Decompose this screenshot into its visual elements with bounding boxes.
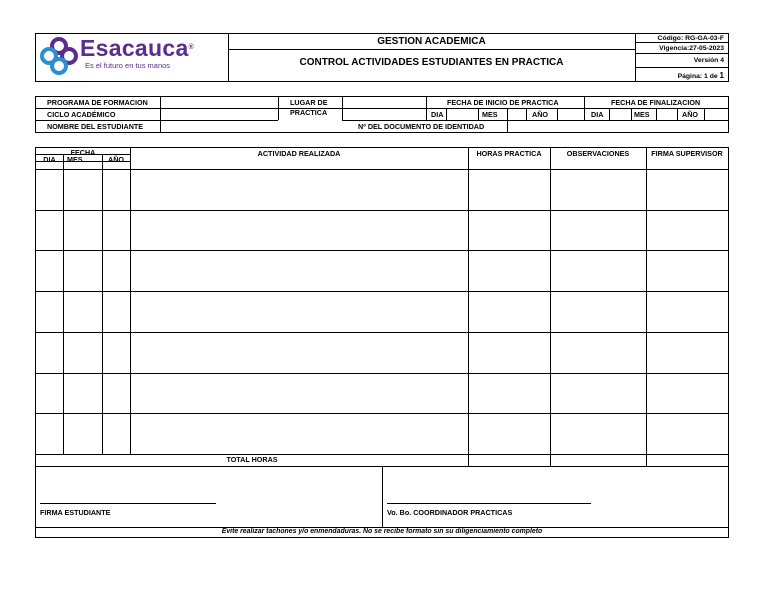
- document-code: Código: RG-GA-03-F: [657, 35, 724, 42]
- divider: [36, 108, 728, 109]
- divider: [36, 169, 130, 170]
- brand-logo: [37, 36, 227, 76]
- divider: [342, 97, 343, 120]
- registered-mark: ®: [188, 44, 195, 51]
- divider: [584, 97, 585, 120]
- year-header: AÑO: [108, 155, 124, 164]
- divider: [446, 108, 447, 120]
- divider: [228, 49, 635, 50]
- date-header: FECHA: [70, 148, 96, 157]
- divider: [36, 120, 278, 121]
- table-row-separator: [36, 210, 728, 211]
- logo-icon: [39, 36, 79, 76]
- divider: [526, 108, 527, 120]
- brand-slogan: Es el futuro en tus manos: [85, 61, 171, 70]
- divider: [656, 108, 657, 120]
- table-row-separator: [36, 373, 728, 374]
- page-total: 1: [719, 71, 724, 80]
- divider: [550, 148, 551, 466]
- divider: [130, 148, 131, 454]
- page-number: [678, 71, 724, 80]
- student-signature-line: [40, 503, 216, 504]
- divider: [677, 108, 678, 120]
- divider: [635, 67, 728, 68]
- divider: [382, 466, 383, 527]
- document-version: Versión 4: [693, 57, 724, 64]
- end-month-label: MES: [634, 110, 650, 119]
- day-header: DIA: [43, 155, 56, 164]
- coordinator-signature-line: [387, 503, 591, 504]
- header-subtitle: CONTROL ACTIVIDADES ESTUDIANTES EN PRACTICA: [299, 57, 564, 68]
- total-hours-label: TOTAL HORAS: [226, 455, 278, 464]
- place-label-line1: LUGAR DE: [290, 98, 328, 107]
- divider: [635, 53, 728, 54]
- page-label: Página:: [677, 73, 703, 80]
- table-row-separator: [36, 250, 728, 251]
- supervisor-header: FIRMA SUPERVISOR: [651, 149, 723, 158]
- activities-table: [35, 147, 729, 538]
- divider: [278, 97, 279, 120]
- divider: [557, 108, 558, 120]
- divider: [507, 108, 508, 132]
- id-document-label: Nº DEL DOCUMENTO DE IDENTIDAD: [358, 122, 485, 131]
- table-row-separator: [36, 413, 728, 414]
- student-signature-label: FIRMA ESTUDIANTE: [40, 508, 111, 517]
- end-day-label: DIA: [591, 110, 604, 119]
- divider: [635, 42, 728, 43]
- hours-header: HORAS PRACTICA: [476, 149, 542, 158]
- divider: [631, 108, 632, 120]
- end-date-label: FECHA DE FINALIZACION: [611, 98, 701, 107]
- student-info-block: [35, 96, 729, 133]
- coordinator-signature-label: Vo. Bo. COORDINADOR PRACTICAS: [387, 508, 513, 517]
- divider: [468, 148, 469, 466]
- table-row-separator: [36, 291, 728, 292]
- start-month-label: MES: [482, 110, 498, 119]
- divider: [102, 154, 103, 454]
- start-day-label: DIA: [431, 110, 444, 119]
- header-title: GESTION ACADEMICA: [377, 36, 486, 47]
- divider: [426, 97, 427, 120]
- end-year-label: AÑO: [682, 110, 698, 119]
- footer-note: Evite realizar tachones y/o enmendaduras. No se recibe formato sin su diligenciamiento completo: [221, 528, 543, 535]
- divider: [609, 108, 610, 120]
- divider: [704, 108, 705, 120]
- table-row-separator: [36, 332, 728, 333]
- divider: [342, 120, 728, 121]
- divider: [130, 169, 728, 170]
- divider: [478, 108, 479, 120]
- month-header: MES: [67, 155, 83, 164]
- start-year-label: AÑO: [532, 110, 548, 119]
- divider: [646, 148, 647, 466]
- brand-name: Esacauca: [80, 35, 189, 61]
- start-date-label: FECHA DE INICIO DE PRACTICA: [447, 98, 559, 107]
- divider: [63, 154, 64, 454]
- activity-header: ACTIVIDAD REALIZADA: [257, 149, 341, 158]
- observations-header: OBSERVACIONES: [566, 149, 630, 158]
- divider: [160, 97, 161, 132]
- student-name-label: NOMBRE DEL ESTUDIANTE: [47, 122, 144, 131]
- cycle-label: CICLO ACADÉMICO: [47, 110, 116, 119]
- place-label-line2: PRACTICA: [290, 108, 328, 117]
- page-value: 1 de: [704, 73, 718, 80]
- document-validity: Vigencia:27-05-2023: [659, 45, 724, 52]
- program-label: PROGRAMA DE FORMACION: [47, 98, 148, 107]
